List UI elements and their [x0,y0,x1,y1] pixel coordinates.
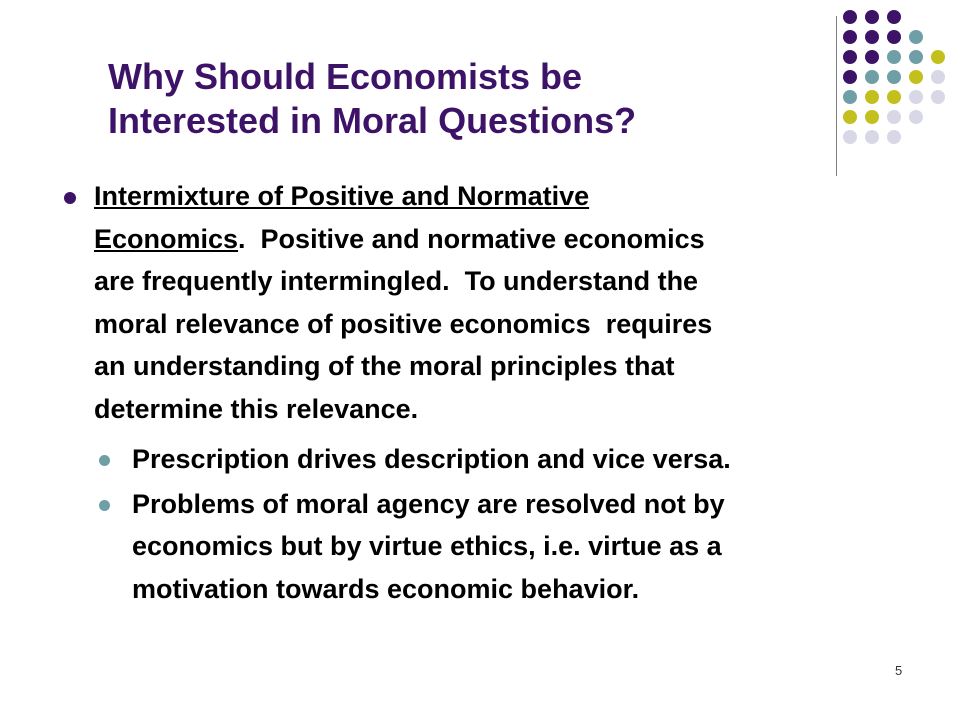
decorative-dot [865,10,879,24]
heading-underlined-1: Intermixture of Positive and Normative [94,181,590,211]
decorative-dot [887,90,901,104]
decorative-dot [843,10,857,24]
main-bullet [60,175,920,430]
decorative-dot [843,30,857,44]
decorative-dot [865,70,879,84]
sub-bullet-dot-icon [99,500,110,511]
decorative-dot [843,90,857,104]
decorative-dot [909,30,923,44]
bullet-line-3: are frequently intermingled. To understand the [94,266,699,296]
decorative-dot [887,10,901,24]
decorative-dot-grid [843,10,953,160]
title-line-1: Why Should Economists be [108,56,583,97]
heading-underlined-2: Economics [94,223,239,254]
slide-title [108,55,828,143]
decorative-dot [887,30,901,44]
decorative-dot [843,50,857,64]
title-line-2: Interested in Moral Questions? [108,100,637,141]
decorative-dot [931,50,945,64]
divider-line [836,16,837,176]
bullet-line-6: determine this relevance. [94,393,419,424]
sub-bullet-2-line-3: motivation towards economic behavior. [132,573,640,604]
bullet-dot-icon [64,192,76,204]
decorative-dot [909,90,923,104]
bullet-line-5: an understanding of the moral principles that [94,351,675,381]
sub-bullet-1 [132,438,920,481]
bullet-line-1 [94,175,920,218]
slide-body [60,175,920,610]
sub-bullet-1-line-1: Prescription drives description and vice versa. [132,444,731,474]
decorative-dot [843,110,857,124]
decorative-dot [865,50,879,64]
bullet-line-4: moral relevance of positive economics requires [94,308,713,339]
decorative-dot [887,110,901,124]
decorative-dot [887,70,901,84]
sub-bullet-2 [132,483,920,611]
decorative-dot [931,90,945,104]
bullet-text-after-heading: . Positive and normative economics [238,223,705,254]
decorative-dot [887,130,901,144]
decorative-dot [909,50,923,64]
decorative-dot [843,130,857,144]
decorative-dot [865,110,879,124]
decorative-dot [909,70,923,84]
decorative-dot [931,70,945,84]
page-number: 5 [895,663,903,678]
decorative-dot [909,110,923,124]
decorative-dot [843,70,857,84]
sub-bullet-dot-icon [99,455,110,466]
sub-bullet-2-line-2: economics but by virtue ethics, i.e. virtue as a [132,531,722,561]
decorative-dot [865,90,879,104]
sub-bullet-2-line-1: Problems of moral agency are resolved not by [132,488,725,519]
decorative-dot [865,130,879,144]
decorative-dot [887,50,901,64]
decorative-dot [865,30,879,44]
bullet-line-2 [94,218,920,261]
